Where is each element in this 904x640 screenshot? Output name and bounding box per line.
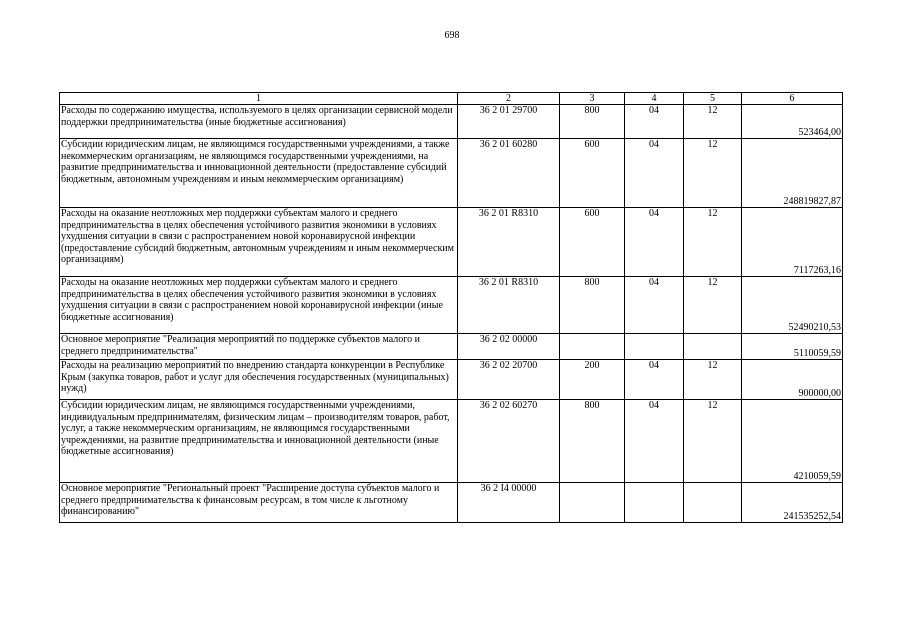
subsection-code: 12 xyxy=(684,139,742,208)
subsection-code: 12 xyxy=(684,208,742,277)
section-code xyxy=(625,483,684,523)
amount: 52490210,53 xyxy=(742,277,843,334)
amount: 523464,00 xyxy=(742,105,843,139)
subsection-code: 12 xyxy=(684,277,742,334)
budget-code: 36 2 01 60280 xyxy=(458,139,560,208)
page-number: 698 xyxy=(444,30,460,41)
amount: 241535252,54 xyxy=(742,483,843,523)
table-row xyxy=(60,400,843,483)
amount: 248819827,87 xyxy=(742,139,843,208)
table-row xyxy=(60,277,843,334)
budget-code: 36 2 01 R8310 xyxy=(458,277,560,334)
expense-type: 800 xyxy=(560,105,625,139)
section-code: 04 xyxy=(625,277,684,334)
subsection-code xyxy=(684,334,742,360)
expense-type: 800 xyxy=(560,400,625,483)
amount: 4210059,59 xyxy=(742,400,843,483)
amount: 7117263,16 xyxy=(742,208,843,277)
column-header: 5 xyxy=(684,93,742,105)
subsection-code xyxy=(684,483,742,523)
budget-code: 36 2 01 R8310 xyxy=(458,208,560,277)
expense-name: Субсидии юридическим лицам, не являющимся государственными учреждениями, а также некоммерческим организациям, не являющимся государственными учреждениями, на развитие предпринимательства и инновационной деятельности (предоставление субсидий бюджетным, автономным учреждениям и иным некоммерческим организациям) xyxy=(60,139,458,208)
budget-code: 36 2 02 60270 xyxy=(458,400,560,483)
table-row xyxy=(60,105,843,139)
subsection-code: 12 xyxy=(684,400,742,483)
table-row xyxy=(60,360,843,400)
expense-name: Расходы на реализацию мероприятий по внедрению стандарта конкуренции в Республике Крым (закупка товаров, работ и услуг для обеспечения государственных (муниципальных) нужд) xyxy=(60,360,458,400)
expense-type: 800 xyxy=(560,277,625,334)
expense-name: Расходы на оказание неотложных мер поддержки субъектам малого и среднего предпринимательства в целях обеспечения устойчивого развития экономики в условиях ухудшения ситуации в связи с распространением новой коронавирусной инфекции (иные бюджетные ассигнования) xyxy=(60,277,458,334)
subsection-code: 12 xyxy=(684,360,742,400)
budget-table xyxy=(59,92,843,523)
column-header: 4 xyxy=(625,93,684,105)
column-header: 3 xyxy=(560,93,625,105)
expense-name: Расходы на оказание неотложных мер поддержки субъектам малого и среднего предпринимательства в целях обеспечения устойчивого развития экономики в условиях ухудшения ситуации в связи с распространением новой коронавирусной инфекции (предоставление субсидий бюджетным, автономным учреждениям и иным некоммерческим организациям) xyxy=(60,208,458,277)
budget-code: 36 2 I4 00000 xyxy=(458,483,560,523)
expense-name: Расходы по содержанию имущества, используемого в целях организации сервисной модели поддержки предпринимательства (иные бюджетные ассигнования) xyxy=(60,105,458,139)
expense-type: 200 xyxy=(560,360,625,400)
expense-name: Основное мероприятие "Реализация мероприятий по поддержке субъектов малого и среднего предпринимательства" xyxy=(60,334,458,360)
table-header-row xyxy=(60,93,843,105)
table-row xyxy=(60,139,843,208)
section-code: 04 xyxy=(625,400,684,483)
expense-type xyxy=(560,483,625,523)
expense-type xyxy=(560,334,625,360)
column-header: 2 xyxy=(458,93,560,105)
table-row xyxy=(60,208,843,277)
column-header: 6 xyxy=(742,93,843,105)
budget-code: 36 2 01 29700 xyxy=(458,105,560,139)
section-code: 04 xyxy=(625,208,684,277)
table-row xyxy=(60,483,843,523)
column-header: 1 xyxy=(60,93,458,105)
section-code xyxy=(625,334,684,360)
expense-name: Субсидии юридическим лицам, не являющимся государственными учреждениями, индивидуальным предпринимателям, физическим лицам – производителям товаров, работ, услуг, а также некоммерческим организациям, не являющимся государственными учреждениями, на развитие предпринимательства и инновационной деятельности (иные бюджетные ассигнования) xyxy=(60,400,458,483)
expense-name: Основное мероприятие "Региональный проект "Расширение доступа субъектов малого и среднего предпринимательства к финансовым ресурсам, в том числе к льготному финансированию" xyxy=(60,483,458,523)
table-row xyxy=(60,334,843,360)
section-code: 04 xyxy=(625,139,684,208)
expense-type: 600 xyxy=(560,139,625,208)
budget-code: 36 2 02 20700 xyxy=(458,360,560,400)
budget-code: 36 2 02 00000 xyxy=(458,334,560,360)
expense-type: 600 xyxy=(560,208,625,277)
subsection-code: 12 xyxy=(684,105,742,139)
amount: 5110059,59 xyxy=(742,334,843,360)
section-code: 04 xyxy=(625,105,684,139)
section-code: 04 xyxy=(625,360,684,400)
amount: 900000,00 xyxy=(742,360,843,400)
